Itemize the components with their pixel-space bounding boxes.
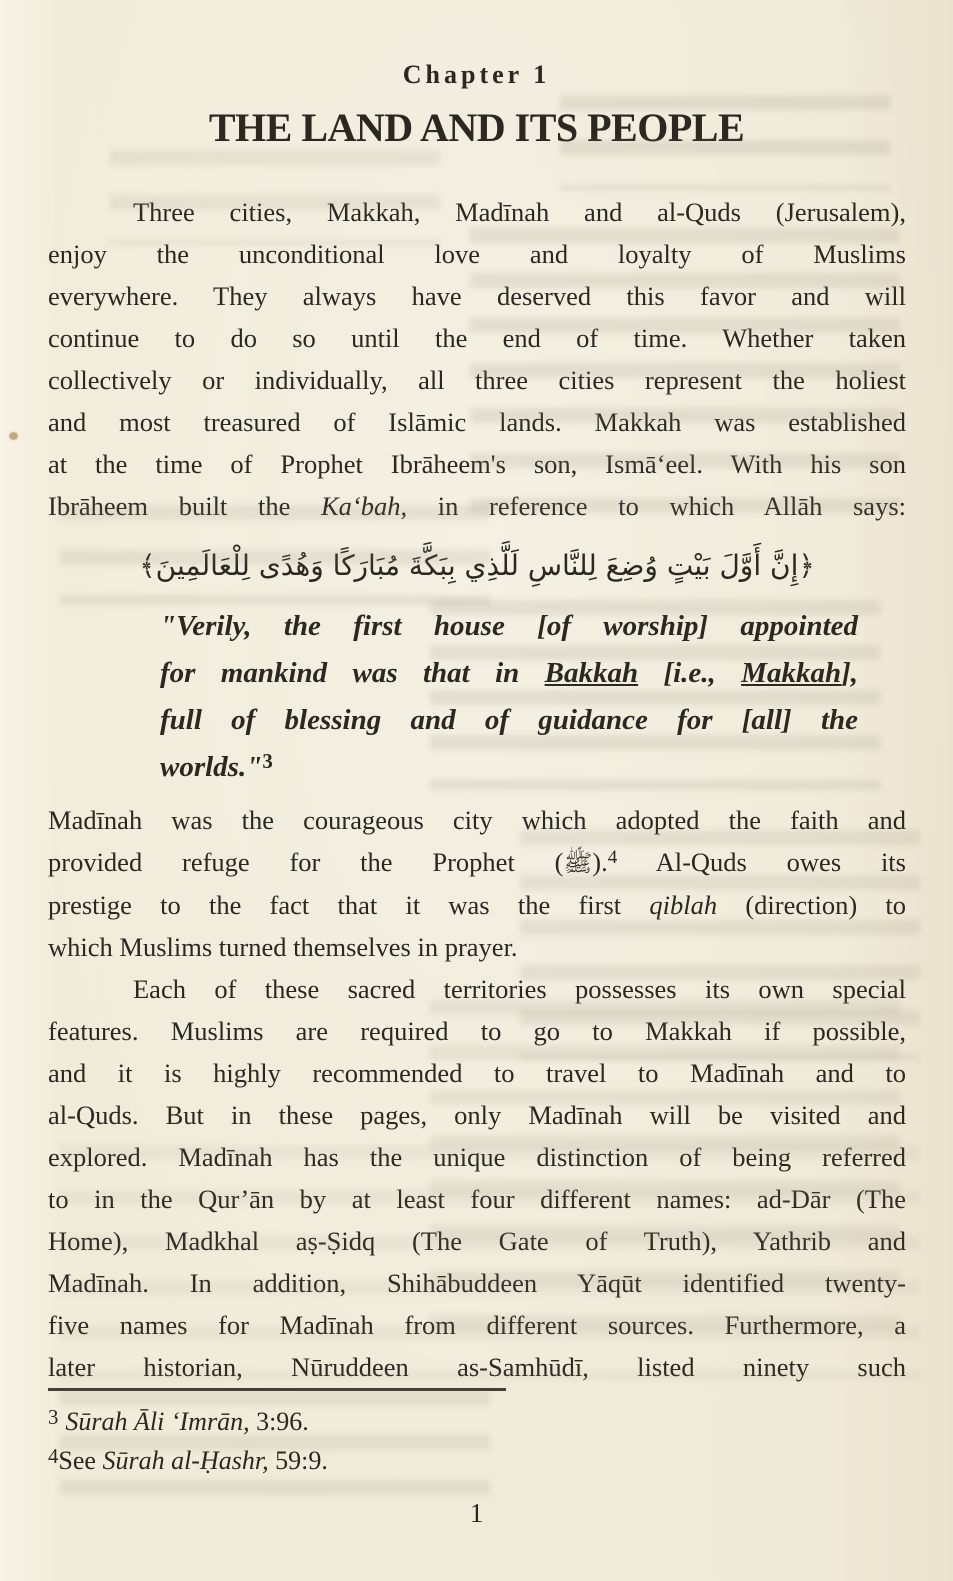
text-run: provided refuge for the Prophet ( [48, 847, 564, 877]
text-line: enjoy the unconditional love and loyalty of Muslims [48, 239, 906, 269]
footnote-citation: 59:9. [268, 1446, 328, 1475]
bakkah-underlined: Bakkah [544, 657, 639, 689]
footnote-citation: 3:96. [249, 1407, 309, 1436]
text-line: Madīnah. In addition, Shihābuddeen Yāqūt identified twenty- [48, 1268, 906, 1298]
paragraph-3 [48, 968, 906, 1388]
text-run: [i.e., [638, 657, 742, 689]
text-run: ], [841, 657, 858, 689]
text-run: (direction) to [717, 890, 906, 920]
footnote-ref-4: 4 [607, 847, 618, 868]
text-line: collectively or individually, all three cities represent the holiest [48, 365, 906, 395]
paragraph-1 [48, 191, 906, 527]
text-run: Ibrāheem built the [48, 491, 321, 521]
text-line: continue to do so until the end of time. Whether taken [48, 323, 906, 353]
text-line: Three cities, Makkah, Madīnah and al-Quds (Jerusalem), [133, 197, 906, 227]
arabic-verse: ﴿إِنَّ أَوَّلَ بَيْتٍ وُضِعَ لِلنَّاسِ لَلَّذِي بِبَكَّةَ مُبَارَكًا وَهُدًى لِلْعَالَمِينَ﴾ [139, 549, 815, 582]
footnotes-section [48, 1388, 908, 1478]
text-line [48, 485, 906, 527]
text-run: for mankind was that in [160, 657, 545, 689]
text-run: ). [592, 847, 608, 877]
footnote-4 [48, 1439, 908, 1478]
text-line [48, 841, 906, 884]
kabah-italic: Ka‘bah, [320, 491, 408, 521]
text-line: which Muslims turned themselves in prayer. [48, 932, 518, 962]
text-line: later historian, Nūruddeen as-Samhūdī, listed ninety such [48, 1352, 906, 1382]
text-run: prestige to the fact that it was the first [48, 890, 650, 920]
footnote-source-italic: Sūrah al-Ḥashr, [102, 1446, 269, 1475]
footnote-source-italic: Sūrah Āli ‘Imrān, [65, 1407, 250, 1436]
body-text [48, 191, 906, 1388]
text-run: in reference to which Allāh says: [407, 491, 906, 521]
text-line: Home), Madkhal aṣ-Ṣidq (The Gate of Truth), Yathrib and [48, 1226, 906, 1256]
page-number: 1 [469, 1498, 484, 1528]
footnote-marker-4: 4 [48, 1445, 59, 1468]
text-line: and it is highly recommended to travel to Madīnah and to [48, 1058, 906, 1088]
text-line: and most treasured of Islāmic lands. Makkah was established [48, 407, 906, 437]
paper-speck [9, 432, 18, 440]
text-run: Al-Quds owes its [617, 847, 906, 877]
text-line [160, 744, 858, 791]
footnote-pre-text: See [58, 1446, 103, 1475]
quran-translation-quote [160, 603, 858, 791]
text-line: Each of these sacred territories possesses its own special [133, 974, 906, 1004]
text-run: worlds." [160, 751, 263, 783]
text-line: everywhere. They always have deserved this favor and will [48, 281, 906, 311]
page-title: THE LAND AND ITS PEOPLE [208, 105, 745, 150]
makkah-underlined: Makkah [741, 657, 842, 689]
text-line [160, 650, 858, 697]
chapter-label: Chapter 1 [402, 60, 551, 89]
text-line: five names for Madīnah from different sources. Furthermore, a [48, 1310, 906, 1340]
text-line: features. Muslims are required to go to Makkah if possible, [48, 1016, 906, 1046]
footnote-3 [48, 1400, 908, 1439]
text-line: at the time of Prophet Ibrāheem's son, Ismā‘eel. With his son [48, 449, 906, 479]
footnote-ref-3: 3 [262, 749, 273, 773]
text-line: full of blessing and of guidance for [all] the [160, 704, 858, 736]
text-line: al-Quds. But in these pages, only Madīnah will be visited and [48, 1100, 906, 1130]
text-line [48, 884, 906, 926]
footnote-divider [48, 1388, 506, 1391]
qiblah-italic: qiblah [649, 890, 718, 920]
text-line: "Verily, the first house [of worship] appointed [160, 610, 858, 642]
text-line: Madīnah was the courageous city which adopted the faith and [48, 805, 906, 835]
prophet-salutation-symbol: ﷺ [563, 849, 593, 877]
paragraph-2 [48, 799, 906, 968]
text-line: explored. Madīnah has the unique distinction of being referred [48, 1142, 906, 1172]
footnote-marker-3: 3 [48, 1406, 59, 1429]
text-line: to in the Qur’ān by at least four different names: ad-Dār (The [48, 1184, 906, 1214]
